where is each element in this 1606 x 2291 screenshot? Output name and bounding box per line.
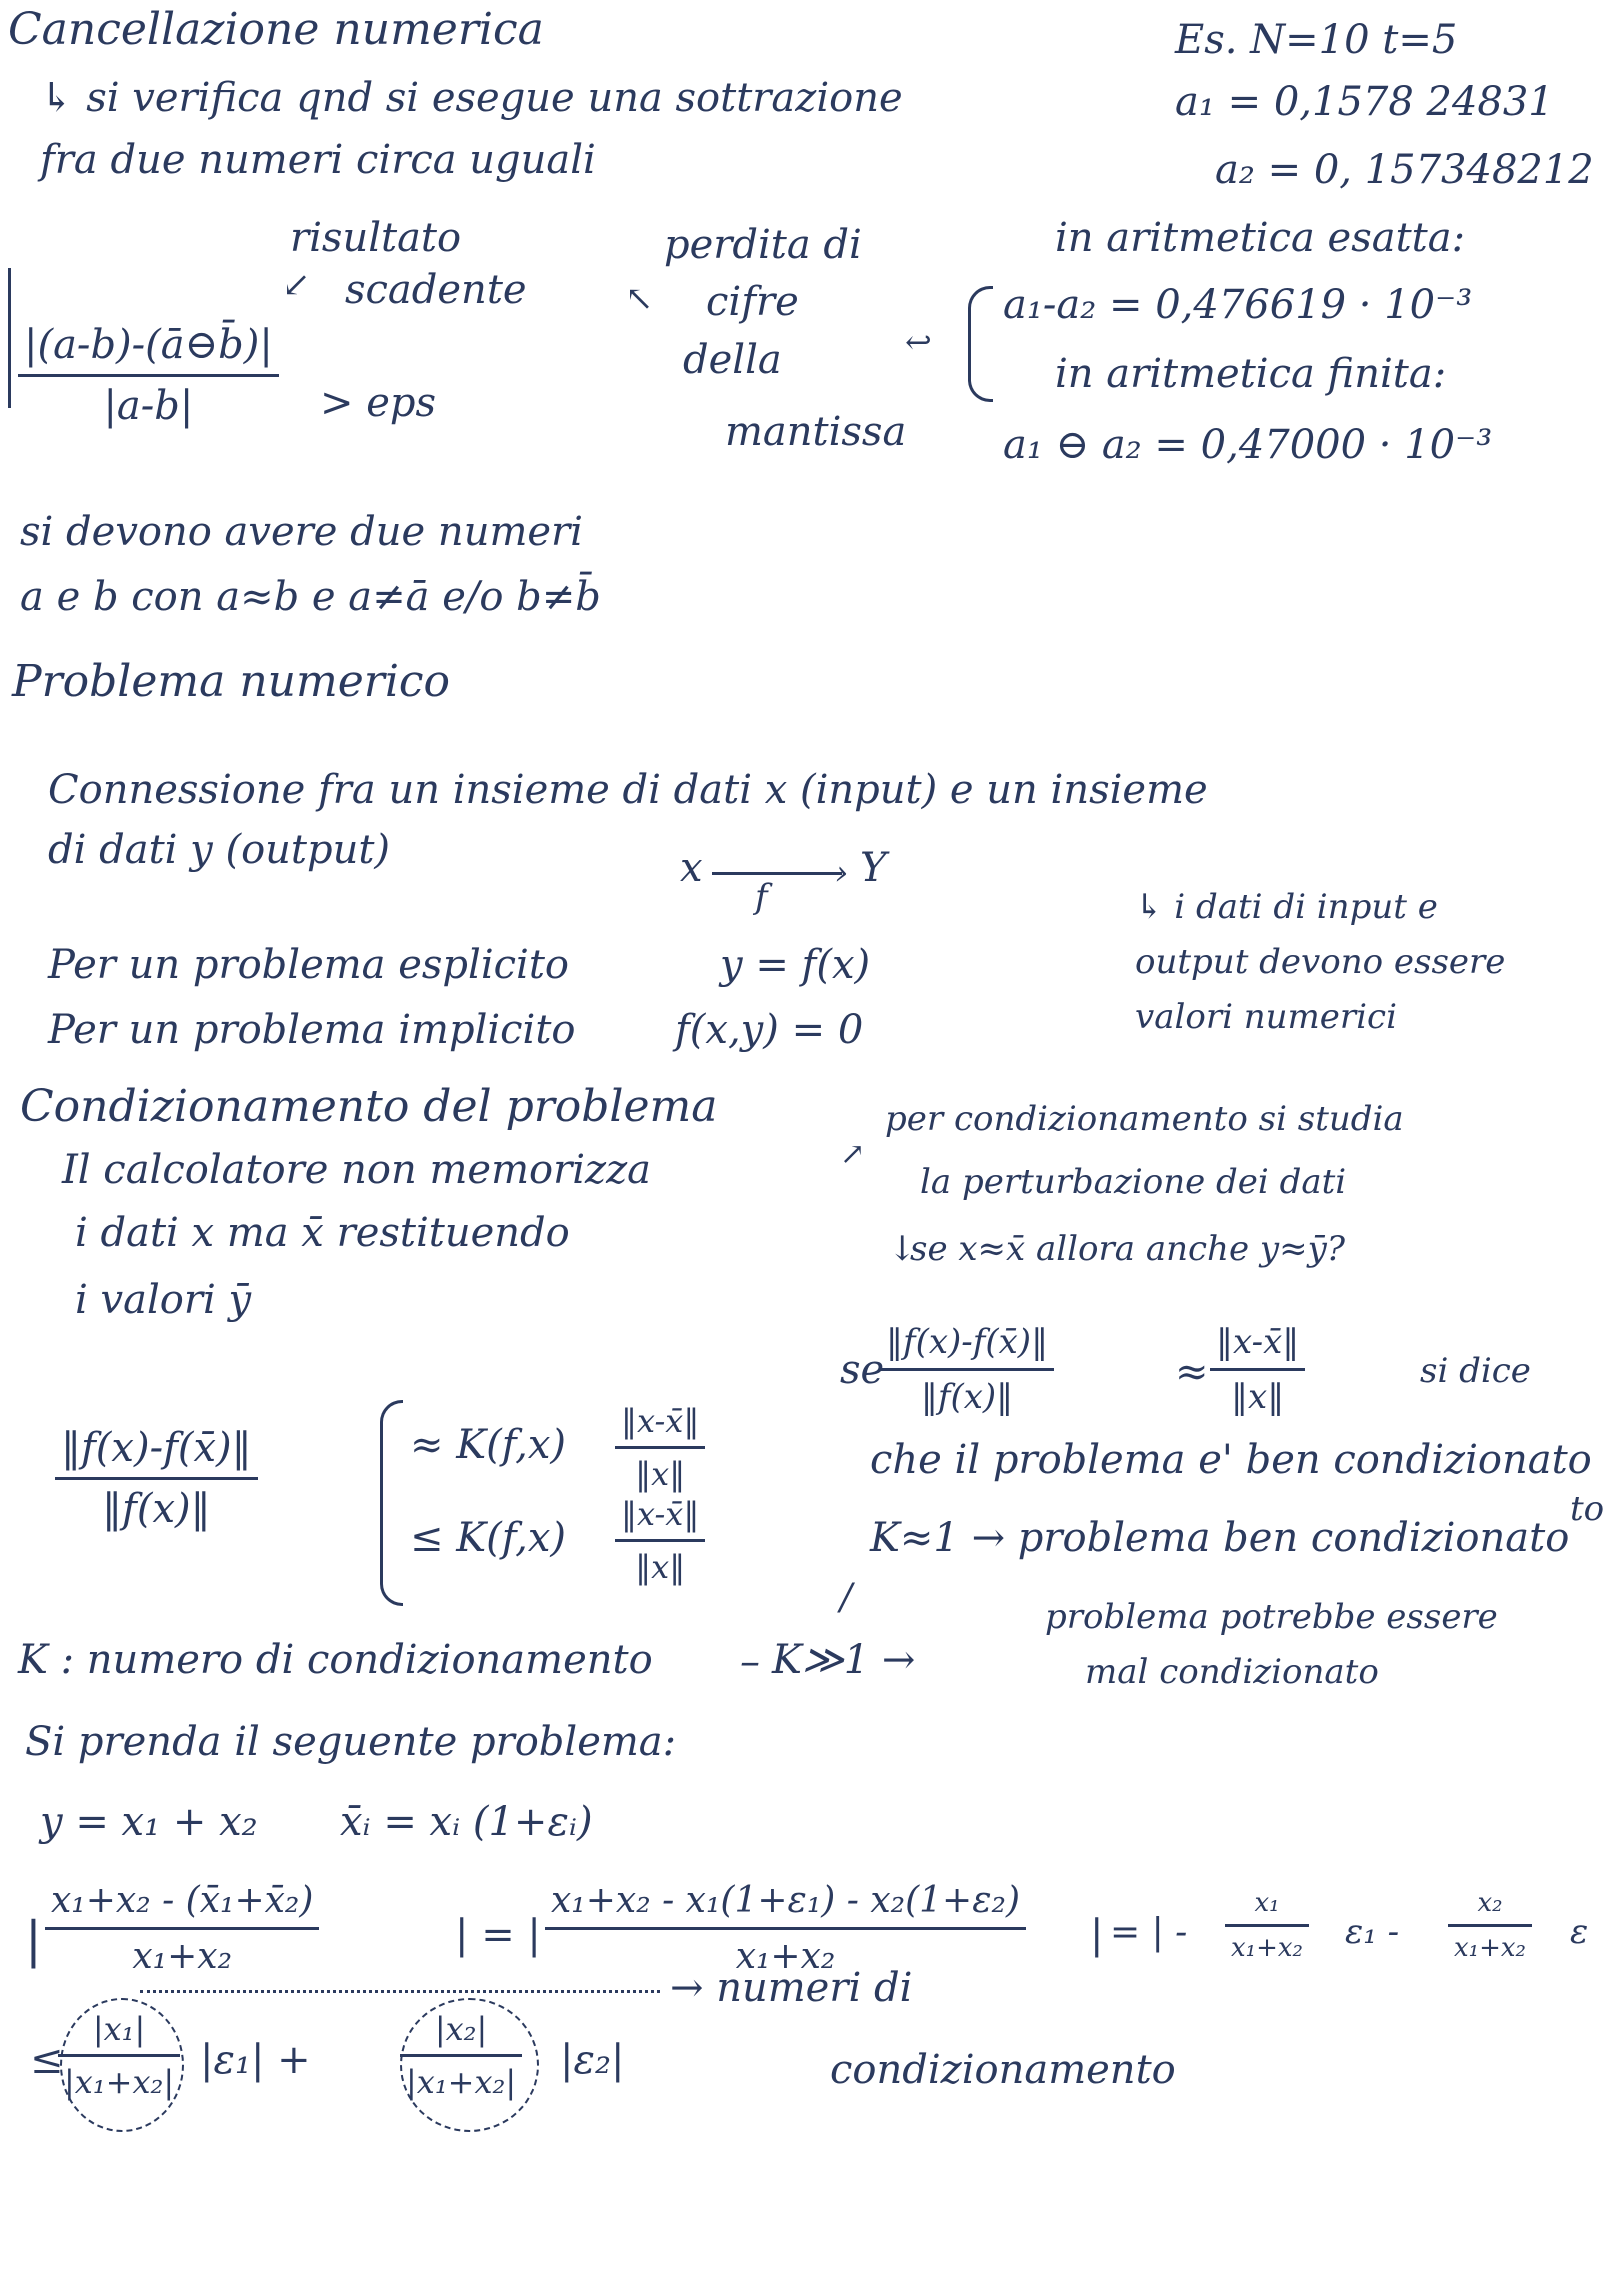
arrow-icon: ↖ xyxy=(625,279,654,319)
eq2-fraction xyxy=(545,1880,1026,1977)
problema-note-3: valori numerici xyxy=(1135,997,1397,1037)
eq3-fraction-2 xyxy=(1448,1888,1532,1963)
k-gg-text-1: problema potrebbe essere xyxy=(1045,1597,1498,1637)
arrow-icon: ↩ xyxy=(905,323,932,361)
calc-line-2: i dati x ma x̄ restituendo xyxy=(75,1210,570,1256)
problema-line-2: di dati y (output) xyxy=(48,827,391,873)
map-f: f xyxy=(755,877,768,917)
eq3-num1: x₁ xyxy=(1254,1888,1280,1918)
main-fraction xyxy=(55,1425,258,1532)
b1-e: |ε₁| + xyxy=(200,2037,311,2083)
b2-den: |x₁+x₂| xyxy=(406,2063,517,2101)
finite-label: in aritmetica finita: xyxy=(1055,351,1447,397)
bracket xyxy=(968,286,993,402)
explicit-label: Per un problema esplicito xyxy=(48,942,569,988)
k-approx-1: K≈1 → problema ben condizionato xyxy=(870,1515,1570,1561)
eq2-close: | xyxy=(1090,1912,1104,1958)
cancellation-formula-rel: > eps xyxy=(320,380,437,426)
arrow-head-icon: › xyxy=(835,853,849,893)
bound-fraction-2 xyxy=(400,2010,522,2101)
bound-fraction-1 xyxy=(58,2010,180,2101)
map-x: x xyxy=(680,845,703,891)
arrow-icon: ↗ xyxy=(840,1137,866,1172)
map-arrow-line xyxy=(712,872,842,875)
della-label: della xyxy=(683,337,782,383)
cancellation-formula-den: |a-b| xyxy=(103,383,194,429)
cancellazione-cond-2: a e b con a≈b e a≠ā e/o b≠b̄ xyxy=(20,574,601,620)
ben-line-1: che il problema e' ben condizionato xyxy=(870,1437,1592,1483)
exact-label: in aritmetica esatta: xyxy=(1055,215,1466,261)
cancellazione-title: Cancellazione numerica xyxy=(8,4,544,55)
eq3-den2: x₁+x₂ xyxy=(1454,1933,1526,1963)
fraction-bar xyxy=(18,374,279,377)
problema-note-1: ↳ i dati di input e xyxy=(1135,887,1438,927)
data-frac-num: ‖x-x̄‖ xyxy=(1216,1322,1300,1362)
risultato-label: risultato xyxy=(290,215,462,261)
k-num: ‖x-x̄‖ xyxy=(621,1402,700,1440)
condizionamento-title: Condizionamento del problema xyxy=(20,1081,718,1132)
eq2-den: x₁+x₂ xyxy=(735,1936,836,1977)
data-frac-den: ‖x‖ xyxy=(1231,1377,1285,1417)
problema-title: Problema numerico xyxy=(12,656,451,707)
cancellation-formula xyxy=(18,322,279,429)
calc-line-1: Il calcolatore non memorizza xyxy=(62,1147,651,1193)
finite-value: a₁ ⊖ a₂ = 0,47000 · 10⁻³ xyxy=(1003,422,1493,468)
cifre-label: cifre xyxy=(706,279,799,325)
b1-den: |x₁+x₂| xyxy=(64,2063,175,2101)
k-gg-text-2: mal condizionato xyxy=(1085,1652,1379,1692)
arrow-icon: ↙ xyxy=(282,265,311,305)
leq-symbol: ≤ xyxy=(30,2037,64,2083)
slash-connector: / xyxy=(840,1577,853,1618)
brace xyxy=(380,1400,403,1606)
studio-line-3: se x≈x̄ allora anche y≈ȳ? xyxy=(910,1229,1346,1269)
problema-line-1: Connessione fra un insieme di dati x (input) e un insieme xyxy=(48,767,1208,813)
eq3-den1: x₁+x₂ xyxy=(1231,1933,1303,1963)
fraction-bar xyxy=(1210,1368,1305,1371)
exact-value: a₁-a₂ = 0,476619 · 10⁻³ xyxy=(1003,282,1473,328)
data-fraction xyxy=(1210,1322,1305,1417)
calc-line-3: i valori ȳ xyxy=(75,1277,252,1323)
fraction-bar xyxy=(58,2054,180,2057)
eq3-e2: ε xyxy=(1570,1912,1589,1952)
main-den: ‖f(x)‖ xyxy=(102,1486,211,1532)
cancellazione-cond-1: si devono avere due numeri xyxy=(20,509,583,555)
dash-connector: – xyxy=(740,1639,760,1685)
studio-line-1: per condizionamento si studia xyxy=(885,1099,1404,1139)
connector-line xyxy=(140,1990,660,1993)
fraction-bar xyxy=(400,2054,522,2057)
def-y: y = x₁ + x₂ xyxy=(40,1799,258,1845)
numeri-label-2: condizionamento xyxy=(830,2047,1176,2093)
k-den: ‖x‖ xyxy=(635,1548,686,1586)
margin-line xyxy=(8,268,11,408)
implicit-formula: f(x,y) = 0 xyxy=(675,1007,864,1053)
fraction-bar xyxy=(1225,1924,1309,1927)
k-fraction-1 xyxy=(615,1402,705,1493)
fraction-bar xyxy=(545,1927,1026,1930)
map-y: Y xyxy=(860,845,887,891)
eq2-num: x₁+x₂ - x₁(1+ε₁) - x₂(1+ε₂) xyxy=(551,1880,1021,1921)
perturb-fraction xyxy=(880,1322,1054,1417)
approx-symbol: ≈ xyxy=(1175,1349,1209,1395)
b2-num: |x₂| xyxy=(434,2010,488,2048)
si-dice-label: si dice xyxy=(1420,1351,1531,1391)
def-x: x̄ᵢ = xᵢ (1+εᵢ) xyxy=(340,1799,593,1845)
esempio-a2: a₂ = 0, 157348212 xyxy=(1215,147,1594,193)
eq3-fraction-1 xyxy=(1225,1888,1309,1963)
ben-line-2: to xyxy=(1570,1489,1605,1529)
fraction-bar xyxy=(45,1927,319,1930)
k-label: K : numero di condizionamento xyxy=(18,1637,653,1683)
scadente-label: scadente xyxy=(345,267,527,313)
eq1-den: x₁+x₂ xyxy=(132,1936,233,1977)
cancellazione-desc-2: fra due numeri circa uguali xyxy=(40,137,596,183)
numeri-label-1: → numeri di xyxy=(670,1965,913,2011)
perturb-den: ‖f(x)‖ xyxy=(920,1377,1014,1417)
fraction-bar xyxy=(55,1477,258,1480)
k-num: ‖x-x̄‖ xyxy=(621,1495,700,1533)
k-gg-1: K≫1 → xyxy=(772,1637,916,1683)
studio-line-2: la perturbazione dei dati xyxy=(920,1162,1347,1202)
eq1-equals: | = | xyxy=(455,1912,541,1958)
cancellazione-desc-1: ↳ si verifica qnd si esegue una sottrazione xyxy=(40,75,903,121)
fraction-bar xyxy=(1448,1924,1532,1927)
eq3-num2: x₂ xyxy=(1477,1888,1503,1918)
eq3-a: = | - xyxy=(1110,1912,1188,1953)
k-den: ‖x‖ xyxy=(635,1455,686,1493)
b2-e: |ε₂| xyxy=(560,2037,625,2083)
esempio-header: Es. N=10 t=5 xyxy=(1175,17,1458,63)
main-num: ‖f(x)-f(x̄)‖ xyxy=(61,1425,252,1471)
eq1-num: x₁+x₂ - (x̄₁+x̄₂) xyxy=(51,1880,314,1921)
fraction-bar xyxy=(615,1446,705,1449)
perturb-num: ‖f(x)-f(x̄)‖ xyxy=(886,1322,1049,1362)
esempio2-intro: Si prenda il seguente problema: xyxy=(25,1719,677,1765)
arrow-down-icon: ↓ xyxy=(888,1229,917,1269)
esempio-a1: a₁ = 0,1578 24831 xyxy=(1175,79,1554,125)
abs-bar: | xyxy=(25,1911,42,1969)
eq3-e1: ε₁ - xyxy=(1345,1912,1400,1952)
cancellation-formula-num: |(a-b)-(ā⊖b̄)| xyxy=(24,322,273,368)
perdita-label: perdita di xyxy=(664,222,862,268)
fraction-bar xyxy=(880,1368,1054,1371)
approx-k: ≈ K(f,x) xyxy=(410,1422,566,1468)
problema-note-2: output devono essere xyxy=(1135,942,1506,982)
eq1-fraction xyxy=(45,1880,319,1977)
fraction-bar xyxy=(615,1539,705,1542)
leq-k: ≤ K(f,x) xyxy=(410,1515,566,1561)
b1-num: |x₁| xyxy=(92,2010,146,2048)
implicit-label: Per un problema implicito xyxy=(48,1007,576,1053)
se-label: se xyxy=(840,1347,885,1393)
explicit-formula: y = f(x) xyxy=(720,942,871,988)
k-fraction-2 xyxy=(615,1495,705,1586)
mantissa-label: mantissa xyxy=(725,409,907,455)
